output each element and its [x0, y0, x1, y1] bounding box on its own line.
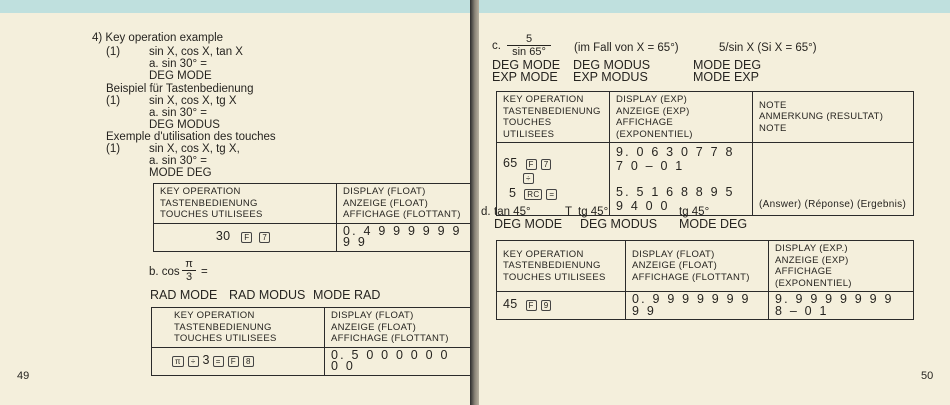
header-text: ANZEIGE (EXP): [616, 105, 690, 117]
page-number-left: 49: [17, 370, 30, 382]
en-number: (1): [106, 46, 121, 58]
header-text: ANZEIGE (FLOAT): [343, 197, 429, 209]
b-fraction-denominator: 3: [185, 271, 193, 283]
header-text: KEY OPERATION: [160, 186, 241, 197]
header-text: DISPLAY (EXP): [616, 94, 688, 105]
sin-key-icon: 7: [541, 159, 552, 170]
header-text: TOUCHES UTILISEES: [503, 271, 606, 283]
exp-mode-en: EXP MODE: [492, 70, 558, 84]
mode-fr: MODE RAD: [313, 288, 381, 302]
header-text: TOUCHES UTILISEES: [503, 117, 555, 140]
b-fraction: [182, 258, 196, 283]
header-text: AFFICHAGE (FLOTTANT): [343, 209, 461, 220]
sin-key-icon: 7: [259, 232, 270, 243]
c-fraction-denominator: sin 65°: [512, 46, 546, 58]
mode-en: RAD MODE: [150, 288, 218, 302]
divide-key-icon: ÷: [188, 356, 199, 367]
display-results: [610, 143, 753, 216]
header-text: ANZEIGE (EXP): [775, 254, 849, 266]
header-text: AFFICHAGE (EXPONENTIEL): [616, 117, 693, 140]
header-text: NOTE: [759, 122, 787, 134]
note-answer: (Answer) (Réponse) (Ergebnis): [753, 143, 914, 216]
header-text: DISPLAY (FLOAT): [331, 310, 414, 321]
right-page: [479, 0, 950, 405]
table-sin30: [153, 183, 471, 252]
header-text: AFFICHAGE (FLOTTANT): [632, 271, 750, 283]
tan-key-icon: 9: [541, 300, 552, 311]
header-text: DISPLAY (EXP.): [775, 243, 848, 254]
table-5-over-sin65: [496, 91, 914, 216]
header-text: ANZEIGE (FLOAT): [331, 321, 417, 333]
de-mode: DEG MODUS: [149, 119, 220, 131]
header-display-exp: [769, 241, 914, 292]
header-display-float: [626, 241, 769, 292]
equals-key-icon: =: [213, 356, 224, 367]
mode-de: RAD MODUS: [229, 288, 306, 302]
exp-mode-fr: MODE EXP: [693, 70, 759, 84]
mode-de: DEG MODUS: [580, 217, 658, 231]
table-cos-pi3: [151, 307, 471, 376]
en-functions: sin X, cos X, tan X: [149, 46, 243, 58]
header-text: DISPLAY (FLOAT): [343, 186, 426, 197]
f-key-icon: F: [241, 232, 252, 243]
header-key-operation: [497, 92, 610, 143]
header-display: [325, 308, 471, 348]
c-note-fr: 5/sin X (Si X = 65°): [719, 42, 817, 54]
mode-fr: MODE DEG: [679, 217, 748, 231]
mode-de: DEG MODUS: [573, 58, 651, 72]
input-value: 45: [503, 297, 518, 312]
f-key-icon: F: [526, 159, 537, 170]
top-band: [479, 0, 950, 13]
header-text: AFFICHAGE (FLOTTANT): [331, 333, 449, 344]
pi-key-icon: π: [172, 356, 184, 367]
header-text: KEY OPERATION: [503, 94, 584, 105]
d-separator: T: [565, 206, 573, 218]
header-text: ANMERKUNG (RESULTAT): [759, 111, 884, 123]
de-number: (1): [106, 95, 121, 107]
b-prefix: b. cos: [149, 266, 180, 278]
key-sequence: [497, 292, 626, 320]
divide-key-icon: ÷: [523, 173, 534, 184]
mode-en: DEG MODE: [492, 58, 561, 72]
header-text: TOUCHES UTILISEES: [160, 209, 263, 220]
page-number-right: 50: [921, 370, 934, 382]
c-fraction: [507, 33, 551, 58]
b-fraction-numerator: π: [182, 258, 196, 271]
display-result-2: 5. 5 1 6 8 8 9 5 9 4 0 0: [616, 185, 735, 213]
header-text: TASTENBEDIENUNG: [503, 260, 601, 272]
header-text: TOUCHES UTILISEES: [174, 333, 277, 344]
header-key-operation: [497, 241, 626, 292]
input-value: 65: [503, 156, 518, 170]
header-text: DISPLAY (FLOAT): [632, 248, 715, 260]
header-key-operation: [152, 308, 325, 348]
fr-functions: sin X, cos X, tg X,: [149, 143, 240, 155]
header-key-operation: [154, 184, 337, 224]
input-value: 5: [509, 186, 517, 200]
d-label: d.: [481, 206, 491, 218]
en-mode: DEG MODE: [149, 70, 212, 82]
header-text: ANZEIGE (FLOAT): [632, 260, 718, 272]
display-exp: 9. 9 9 9 9 9 9 9 8 – 0 1: [769, 292, 914, 320]
header-text: TASTENBEDIENUNG: [160, 197, 258, 209]
key-sequence: [497, 143, 610, 216]
en-example: a. sin 30° =: [149, 58, 207, 70]
input-value: 3: [202, 352, 210, 367]
fr-mode: MODE DEG: [149, 167, 212, 179]
fr-example: a. sin 30° =: [149, 155, 207, 167]
display-result: 0. 4 9 9 9 9 9 9 9 9: [337, 223, 471, 251]
exp-mode-de: EXP MODUS: [573, 70, 648, 84]
c-fraction-numerator: 5: [507, 33, 551, 46]
de-functions: sin X, cos X, tg X: [149, 95, 237, 107]
d-expr-de: tg 45°: [578, 206, 609, 218]
fr-title: Exemple d'utilisation des touches: [106, 131, 276, 143]
c-label: c.: [492, 40, 501, 52]
key-sequence: [152, 347, 325, 375]
top-band: [0, 0, 473, 13]
b-equals: =: [201, 266, 208, 278]
f-key-icon: F: [228, 356, 239, 367]
display-result-1: 9. 0 6 3 0 7 7 8 7 0 – 0 1: [616, 145, 735, 173]
table-tan45: [496, 240, 914, 320]
header-text: NOTE: [759, 99, 787, 111]
header-text: KEY OPERATION: [174, 310, 255, 321]
de-title: Beispiel für Tastenbedienung: [106, 83, 254, 95]
rc-key-icon: RC: [524, 189, 542, 200]
mode-en: DEG MODE: [494, 217, 563, 231]
header-text: TASTENBEDIENUNG: [174, 321, 272, 333]
header-display: [337, 184, 471, 224]
header-note: [753, 92, 914, 143]
de-example: a. sin 30° =: [149, 107, 207, 119]
display-result: 0. 5 0 0 0 0 0 0 0 0: [325, 347, 471, 375]
fr-number: (1): [106, 143, 121, 155]
header-text: AFFICHAGE (EXPONENTIEL): [775, 266, 852, 289]
display-float: 0. 9 9 9 9 9 9 9 9 9: [626, 292, 769, 320]
section-heading: 4) Key operation example: [92, 32, 224, 44]
key-sequence: [154, 223, 337, 251]
left-page: [0, 0, 473, 405]
d-expr-en: tan 45°: [494, 206, 531, 218]
f-key-icon: F: [526, 300, 537, 311]
header-display: [610, 92, 753, 143]
header-text: TASTENBEDIENUNG: [503, 105, 601, 117]
c-note-de: (im Fall von X = 65°): [574, 42, 679, 54]
d-expr-fr: tg 45°: [679, 206, 710, 218]
cos-key-icon: 8: [243, 356, 254, 367]
equals-key-icon: =: [546, 189, 557, 200]
mode-fr: MODE DEG: [693, 58, 762, 72]
header-text: KEY OPERATION: [503, 248, 584, 260]
input-value: 30: [215, 228, 231, 243]
